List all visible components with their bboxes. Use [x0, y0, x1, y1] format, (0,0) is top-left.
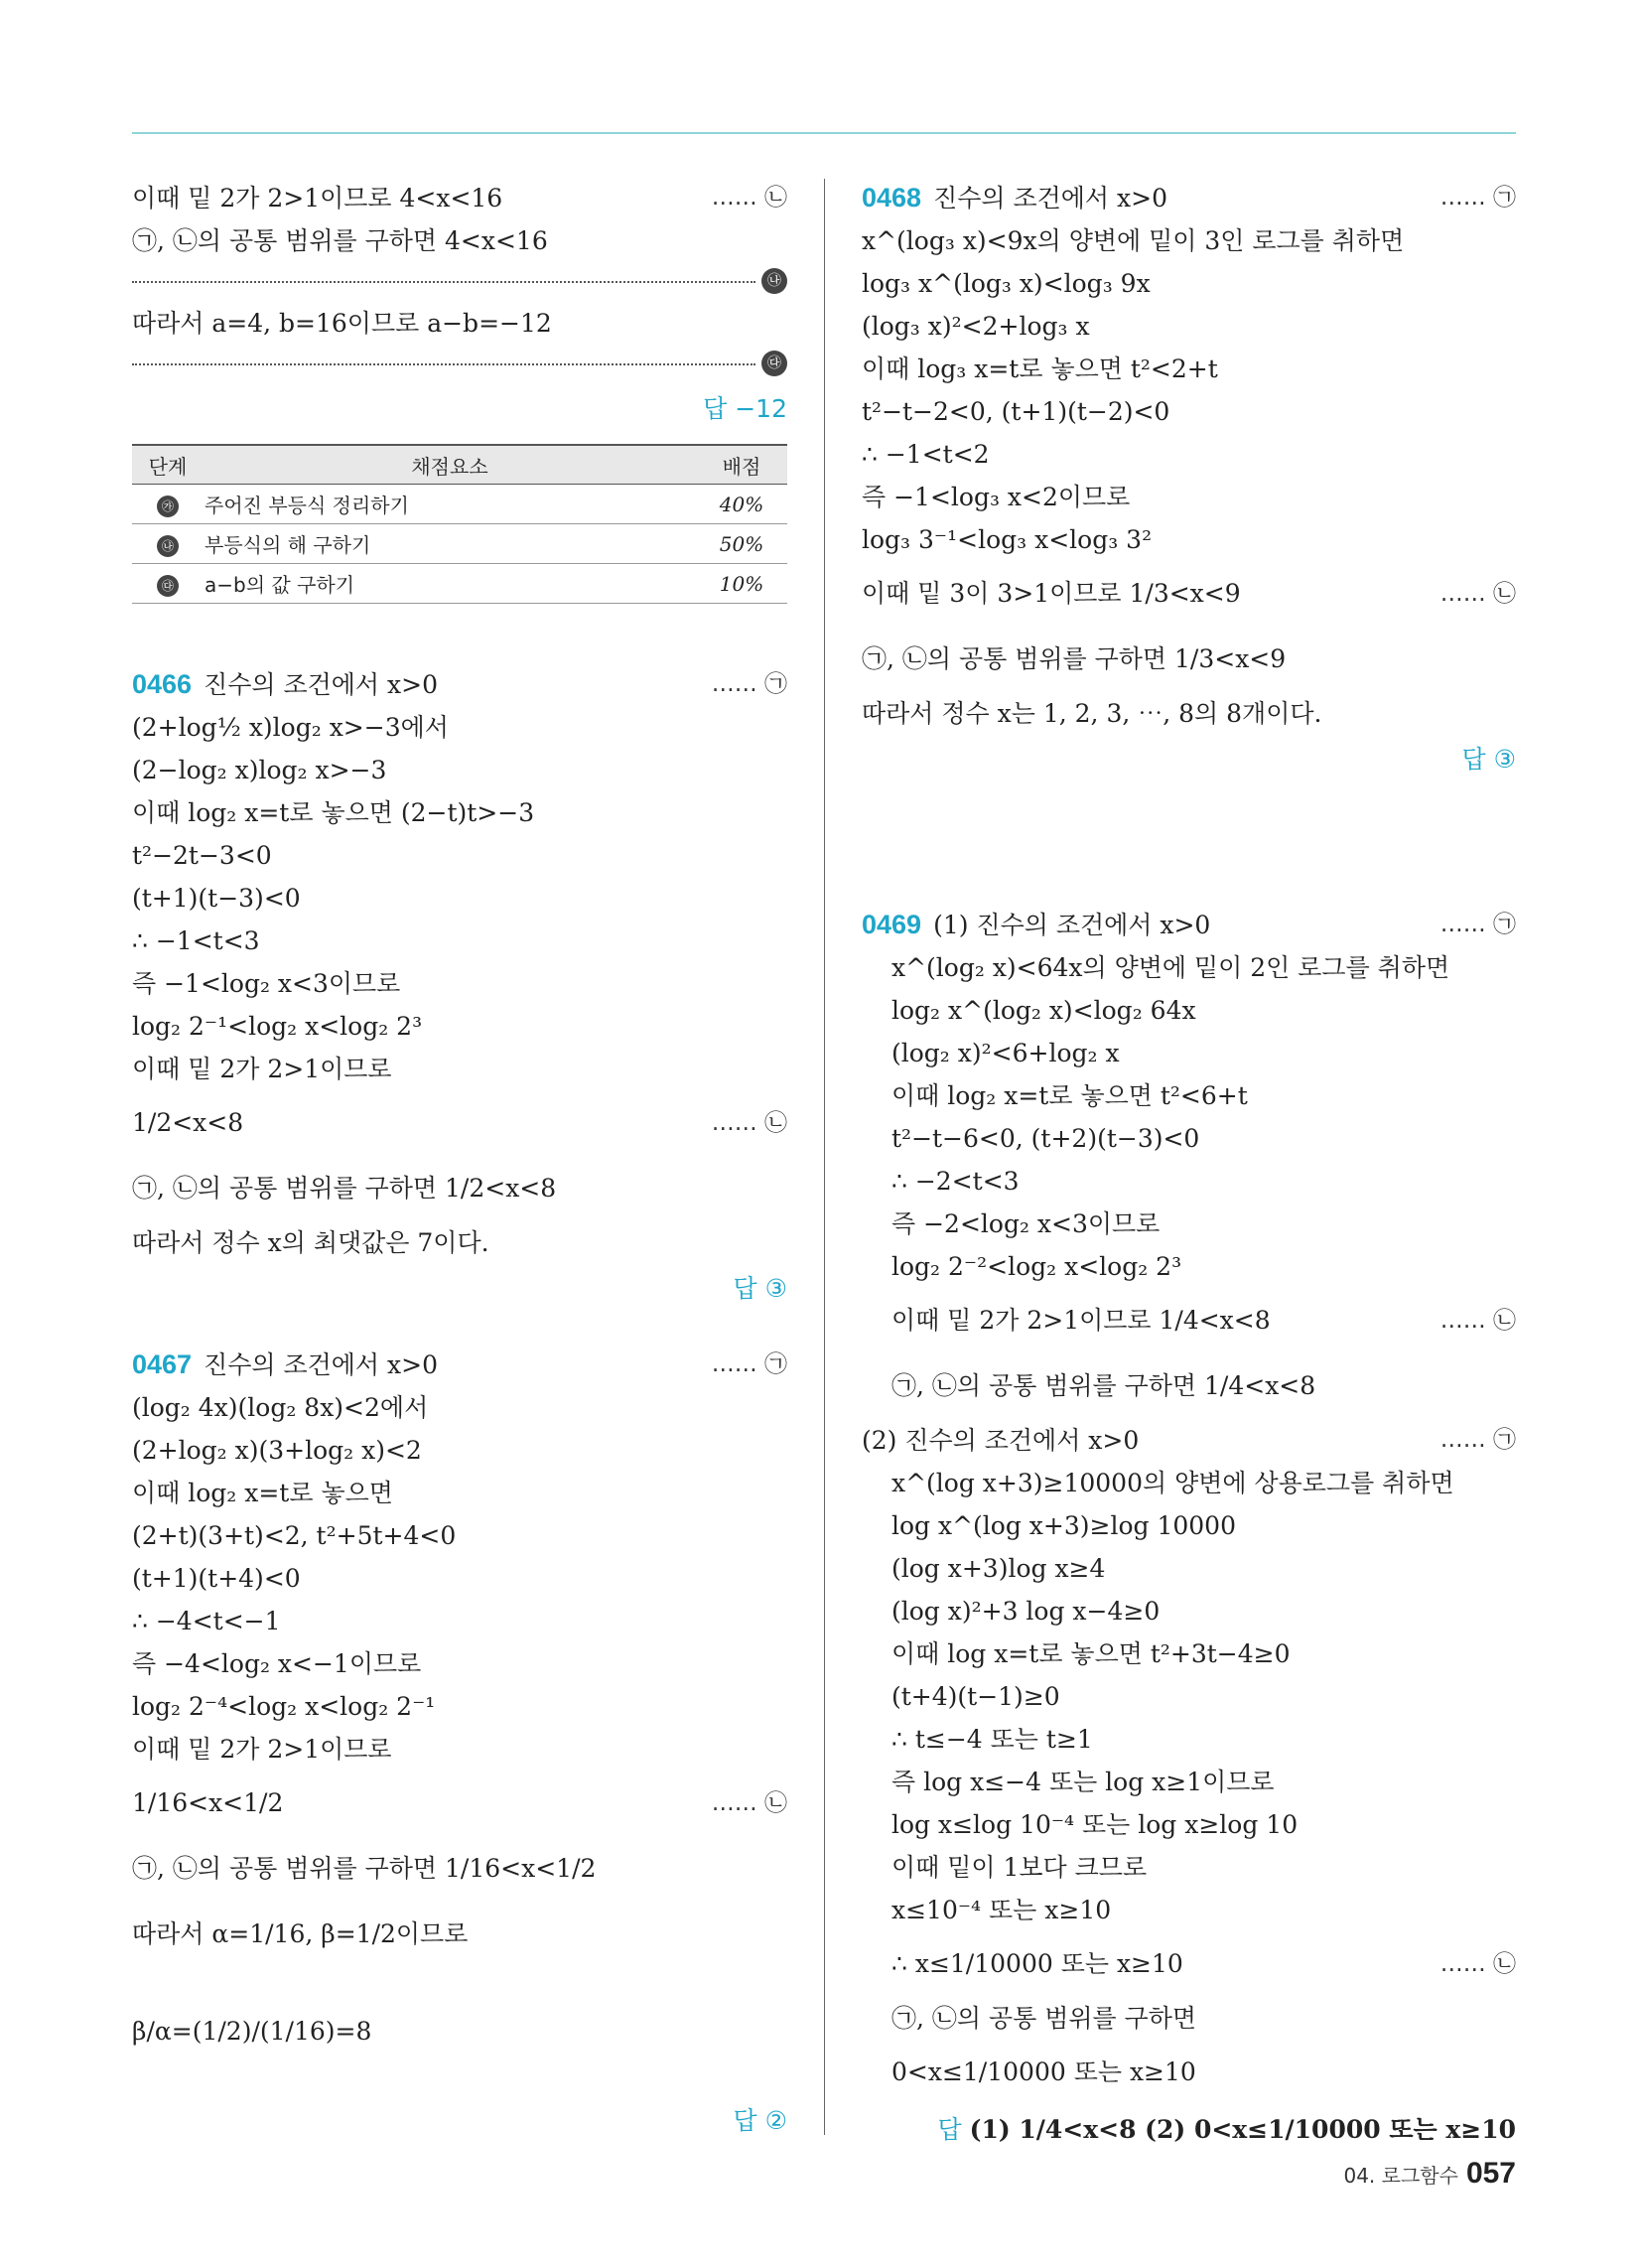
- text-line: ㉠, ㉡의 공통 범위를 구하면 1/2<x<8: [132, 1174, 557, 1203]
- text-line: (t+1)(t+4)<0: [132, 1564, 301, 1593]
- text-line: 이때 밑 2가 2>1이므로: [132, 1055, 392, 1083]
- chapter-label: 04. 로그함수: [1343, 2164, 1458, 2188]
- answer-468: 답 ③: [1461, 745, 1516, 774]
- text-line: 즉 −4<log₂ x<−1이므로: [132, 1649, 422, 1678]
- text-line: 따라서 α=1/16, β=1/2이므로: [132, 1919, 469, 1948]
- text-line: 이때 밑 2가 2>1이므로 1/4<x<8 …… ㉡: [891, 1306, 1516, 1335]
- text-line: x≤10⁻⁴ 또는 x≥10: [891, 1896, 1112, 1924]
- text-line: ㉠, ㉡의 공통 범위를 구하면 1/3<x<9: [862, 644, 1287, 673]
- text-line: (2+log½ x)log₂ x>−3에서: [132, 713, 449, 742]
- text-line: (log x+3)log x≥4: [891, 1554, 1106, 1583]
- text-line: 0<x≤1/10000 또는 x≥10: [891, 2057, 1196, 2086]
- text-line: log₂ 2⁻⁴<log₂ x<log₂ 2⁻¹: [132, 1692, 436, 1721]
- text-line: 1/2<x<8 …… ㉡: [132, 1108, 787, 1137]
- text-line: log₂ x^(log₂ x)<log₂ 64x: [891, 996, 1196, 1025]
- text-line: ∴ −2<t<3: [891, 1167, 1020, 1196]
- text-line: ∴ −4<t<−1: [132, 1607, 281, 1635]
- text-line: 이때 log₂ x=t로 놓으면 (2−t)t>−3: [132, 798, 535, 827]
- top-rule: [132, 132, 1516, 134]
- text-line: ∴ −1<t<3: [132, 926, 260, 955]
- text-line: t²−2t−3<0: [132, 841, 272, 870]
- text-line: 이때 밑 2가 2>1이므로 4<x<16 …… ㉡: [132, 184, 787, 213]
- text-line: 이때 log x=t로 놓으면 t²+3t−4≥0: [891, 1639, 1291, 1668]
- text-line: ∴ t≤−4 또는 t≥1: [891, 1725, 1093, 1754]
- text-line: ㉠, ㉡의 공통 범위를 구하면 1/16<x<1/2: [132, 1854, 597, 1883]
- step-badge: ㉰: [761, 351, 787, 376]
- text-line: ㉠, ㉡의 공통 범위를 구하면 4<x<16: [132, 226, 548, 255]
- text-line: 이때 log₃ x=t로 놓으면 t²<2+t: [862, 354, 1218, 383]
- text-line: 0468 진수의 조건에서 x>0 …… ㉠: [862, 183, 1516, 213]
- text-line: (2−log₂ x)log₂ x>−3: [132, 756, 387, 784]
- text-line: (t+1)(t−3)<0: [132, 884, 301, 913]
- text-line: t²−t−2<0, (t+1)(t−2)<0: [862, 397, 1170, 426]
- text-line: β/α=(1/2)/(1/16)=8: [132, 2017, 372, 2046]
- table-row: ㉰ a−b의 값 구하기 10%: [132, 564, 787, 604]
- problem-number: 0466: [132, 669, 193, 699]
- text-line: 1/16<x<1/2 …… ㉡: [132, 1788, 787, 1817]
- text-line: (2+t)(3+t)<2, t²+5t+4<0: [132, 1521, 457, 1550]
- text-line: 따라서 정수 x의 최댓값은 7이다.: [132, 1228, 489, 1257]
- step-badge: ㉯: [761, 268, 787, 294]
- left-column: [132, 177, 787, 2146]
- text-line: 즉 −2<log₂ x<3이므로: [891, 1209, 1161, 1238]
- dotted-separator: [132, 345, 787, 384]
- problem-0466: [132, 663, 787, 1314]
- dotted-separator: [132, 262, 787, 302]
- page-number: 057: [1465, 2157, 1516, 2190]
- text-line: (log₂ 4x)(log₂ 8x)<2에서: [132, 1393, 429, 1422]
- text-line: 0467 진수의 조건에서 x>0 …… ㉠: [132, 1349, 787, 1379]
- answer-465: 답 −12: [703, 394, 787, 423]
- text-line: 이때 밑이 1보다 크므로: [891, 1853, 1148, 1882]
- text-line: 이때 밑 2가 2>1이므로: [132, 1735, 392, 1764]
- text-line: x^(log x+3)≥10000의 양변에 상용로그를 취하면: [891, 1469, 1454, 1497]
- problem-0468: [862, 177, 1516, 784]
- text-line: log₃ 3⁻¹<log₃ x<log₃ 3²: [862, 525, 1153, 554]
- scoring-table: [132, 444, 787, 604]
- problem-0467: [132, 1344, 787, 2146]
- text-line: log x≤log 10⁻⁴ 또는 log x≥log 10: [891, 1810, 1299, 1839]
- text-line: log x^(log x+3)≥log 10000: [891, 1511, 1236, 1540]
- right-column: [862, 177, 1516, 2155]
- text-line: 이때 log₂ x=t로 놓으면: [132, 1479, 393, 1507]
- page-footer: [1343, 2157, 1516, 2191]
- column-divider: [824, 179, 825, 2135]
- text-line: ㉠, ㉡의 공통 범위를 구하면 1/4<x<8: [891, 1371, 1316, 1400]
- text-line: 0466 진수의 조건에서 x>0 …… ㉠: [132, 669, 787, 699]
- text-line: x^(log₃ x)<9x의 양변에 밑이 3인 로그를 취하면: [862, 226, 1405, 255]
- text-line: x^(log₂ x)<64x의 양변에 밑이 2인 로그를 취하면: [891, 953, 1450, 982]
- answer-467: 답 ②: [733, 2106, 787, 2135]
- table-header: 단계: [132, 445, 204, 485]
- text-line: 0469 (1) 진수의 조건에서 x>0 …… ㉠: [862, 910, 1516, 939]
- text-line: 이때 log₂ x=t로 놓으면 t²<6+t: [891, 1081, 1248, 1110]
- text-line: (log₂ x)²<6+log₂ x: [891, 1039, 1120, 1067]
- text-line: 즉 log x≤−4 또는 log x≥1이므로: [891, 1768, 1275, 1796]
- table-header: 배점: [696, 445, 787, 485]
- problem-number: 0467: [132, 1349, 193, 1379]
- table-header: 채점요소: [204, 445, 696, 485]
- text-line: log₂ 2⁻¹<log₂ x<log₂ 2³: [132, 1012, 423, 1041]
- answer-469: 답 (1) 1/4<x<8 (2) 0<x≤1/10000 또는 x≥10: [937, 2115, 1516, 2144]
- text-line: (2+log₂ x)(3+log₂ x)<2: [132, 1436, 422, 1465]
- text-line: t²−t−6<0, (t+2)(t−3)<0: [891, 1124, 1200, 1153]
- text-line: 따라서 정수 x는 1, 2, 3, ⋯, 8의 8개이다.: [862, 699, 1322, 728]
- problem-number: 0468: [862, 183, 922, 213]
- text-line: 이때 밑 3이 3>1이므로 1/3<x<9 …… ㉡: [862, 579, 1516, 608]
- text-line: ∴ x≤1/10000 또는 x≥10 …… ㉡: [891, 1949, 1516, 1978]
- text-line: (log₃ x)²<2+log₃ x: [862, 312, 1090, 341]
- text-line: (log x)²+3 log x−4≥0: [891, 1597, 1161, 1626]
- text-line: 즉 −1<log₃ x<2이므로: [862, 483, 1131, 511]
- problem-0469: [862, 904, 1516, 2155]
- table-row: ㉮ 주어진 부등식 정리하기 40%: [132, 485, 787, 524]
- text-line: (t+4)(t−1)≥0: [891, 1682, 1060, 1711]
- text-line: log₂ 2⁻²<log₂ x<log₂ 2³: [891, 1252, 1182, 1281]
- text-line: 즉 −1<log₂ x<3이므로: [132, 969, 401, 998]
- table-row: ㉯ 부등식의 해 구하기 50%: [132, 524, 787, 564]
- text-line: ㉠, ㉡의 공통 범위를 구하면: [891, 2004, 1197, 2033]
- text-line: log₃ x^(log₃ x)<log₃ 9x: [862, 269, 1151, 298]
- text-line: (2) 진수의 조건에서 x>0 …… ㉠: [862, 1426, 1516, 1455]
- answer-466: 답 ③: [733, 1274, 787, 1303]
- problem-number: 0469: [862, 910, 922, 939]
- text-line: 따라서 a=4, b=16이므로 a−b=−12: [132, 309, 552, 338]
- text-line: ∴ −1<t<2: [862, 440, 990, 469]
